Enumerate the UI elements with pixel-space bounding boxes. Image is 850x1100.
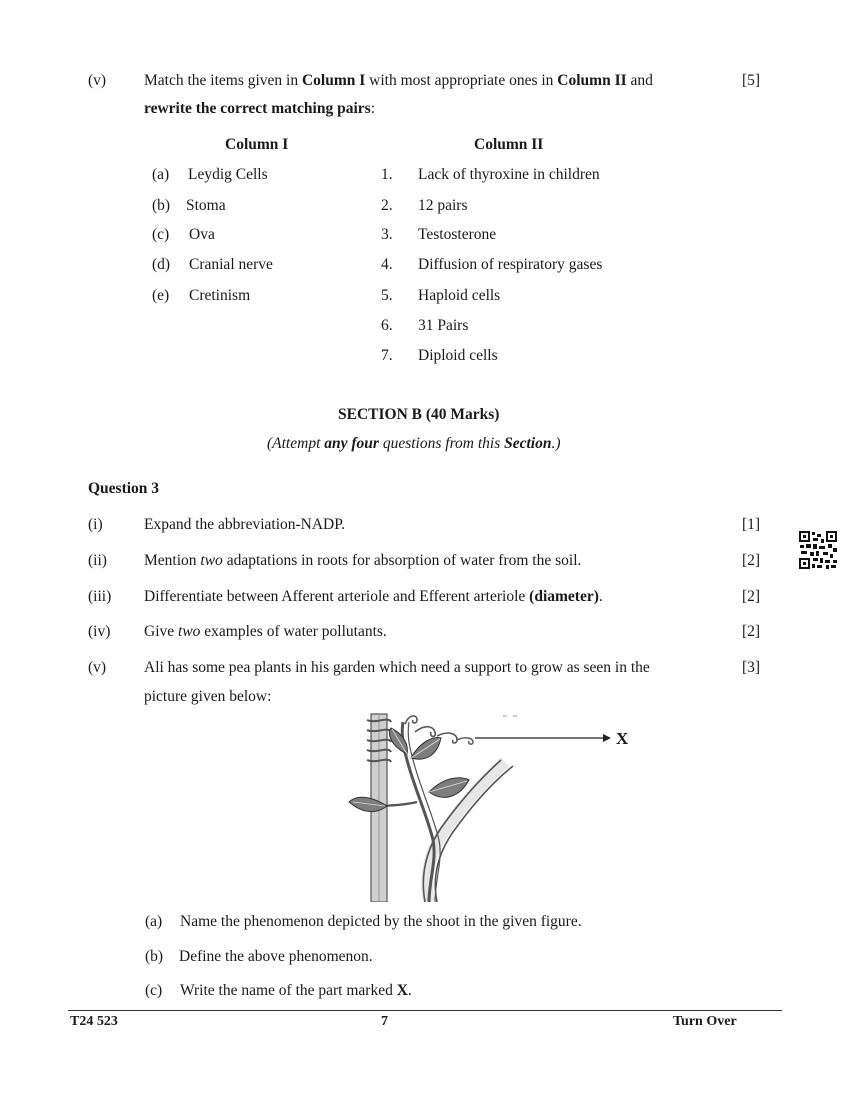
q3-i-number: (i) bbox=[88, 516, 103, 533]
col1-label: (b) bbox=[152, 197, 171, 214]
q3-v-sub-text: Define the above phenomenon. bbox=[179, 948, 373, 965]
col2-label: 7. bbox=[381, 347, 393, 364]
question-3-title: Question 3 bbox=[88, 480, 160, 497]
q3-iii-number: (iii) bbox=[88, 588, 112, 605]
col2-item: Testosterone bbox=[418, 226, 497, 243]
col1-item: Ova bbox=[189, 226, 215, 243]
q3-v-sub-text: Write the name of the part marked X. bbox=[180, 982, 412, 999]
col2-item: 31 Pairs bbox=[418, 317, 469, 334]
col2-label: 5. bbox=[381, 287, 393, 304]
col2-label: 3. bbox=[381, 226, 393, 243]
col1-item: Stoma bbox=[186, 197, 226, 214]
qr-code-icon bbox=[798, 530, 838, 570]
q3-iv-marks: [2] bbox=[742, 623, 761, 640]
q2v-line2: rewrite the correct matching pairs: bbox=[144, 100, 375, 117]
q3-ii-marks: [2] bbox=[742, 552, 761, 569]
q3-i-text: Expand the abbreviation-NADP. bbox=[144, 516, 346, 533]
q3-v-marks: [3] bbox=[742, 659, 761, 676]
q2v-line1: Match the items given in Column I with most appropriate ones in Column II and bbox=[144, 72, 653, 89]
page-number: 7 bbox=[381, 1014, 388, 1029]
column-1-header: Column I bbox=[225, 136, 289, 153]
col2-item: Diploid cells bbox=[418, 347, 498, 364]
pea-plant-figure bbox=[345, 710, 645, 902]
column-2-header: Column II bbox=[474, 136, 544, 153]
q2v-number: (v) bbox=[88, 72, 107, 89]
q3-ii-number: (ii) bbox=[88, 552, 107, 569]
q3-v-line2: picture given below: bbox=[144, 688, 272, 705]
q3-iv-text: Give two examples of water pollutants. bbox=[144, 623, 387, 640]
col2-label: 6. bbox=[381, 317, 393, 334]
col1-label: (a) bbox=[152, 166, 170, 183]
q3-v-sub-label: (a) bbox=[145, 913, 163, 930]
q3-v-line1: Ali has some pea plants in his garden which need a support to grow as seen in the bbox=[144, 659, 650, 676]
col1-label: (d) bbox=[152, 256, 171, 273]
col1-label: (c) bbox=[152, 226, 170, 243]
q3-ii-text: Mention two adaptations in roots for absorption of water from the soil. bbox=[144, 552, 582, 569]
col1-label: (e) bbox=[152, 287, 170, 304]
section-instruction: (Attempt any four questions from this Section.) bbox=[267, 435, 561, 452]
col2-label: 2. bbox=[381, 197, 393, 214]
section-title: SECTION B (40 Marks) bbox=[338, 406, 500, 423]
footer-divider bbox=[68, 1010, 782, 1011]
turn-over: Turn Over bbox=[673, 1014, 737, 1029]
q3-iii-text: Differentiate between Afferent arteriole and Efferent arteriole (diameter). bbox=[144, 588, 603, 605]
col1-item: Cranial nerve bbox=[189, 256, 273, 273]
q3-iv-number: (iv) bbox=[88, 623, 111, 640]
q3-v-sub-text: Name the phenomenon depicted by the shoot in the given figure. bbox=[180, 913, 582, 930]
col2-item: Diffusion of respiratory gases bbox=[418, 256, 603, 273]
q3-v-sub-label: (b) bbox=[145, 948, 164, 965]
figure-label-x: X bbox=[616, 729, 629, 748]
paper-code: T24 523 bbox=[70, 1014, 118, 1029]
col2-item: Lack of thyroxine in children bbox=[418, 166, 600, 183]
col1-item: Leydig Cells bbox=[188, 166, 268, 183]
col1-item: Cretinism bbox=[189, 287, 251, 304]
col2-label: 1. bbox=[381, 166, 393, 183]
q2v-marks: [5] bbox=[742, 72, 761, 89]
col2-item: Haploid cells bbox=[418, 287, 501, 304]
col2-item: 12 pairs bbox=[418, 197, 468, 214]
q3-v-number: (v) bbox=[88, 659, 107, 676]
q3-v-sub-label: (c) bbox=[145, 982, 163, 999]
q3-i-marks: [1] bbox=[742, 516, 761, 533]
col2-label: 4. bbox=[381, 256, 393, 273]
q3-iii-marks: [2] bbox=[742, 588, 761, 605]
